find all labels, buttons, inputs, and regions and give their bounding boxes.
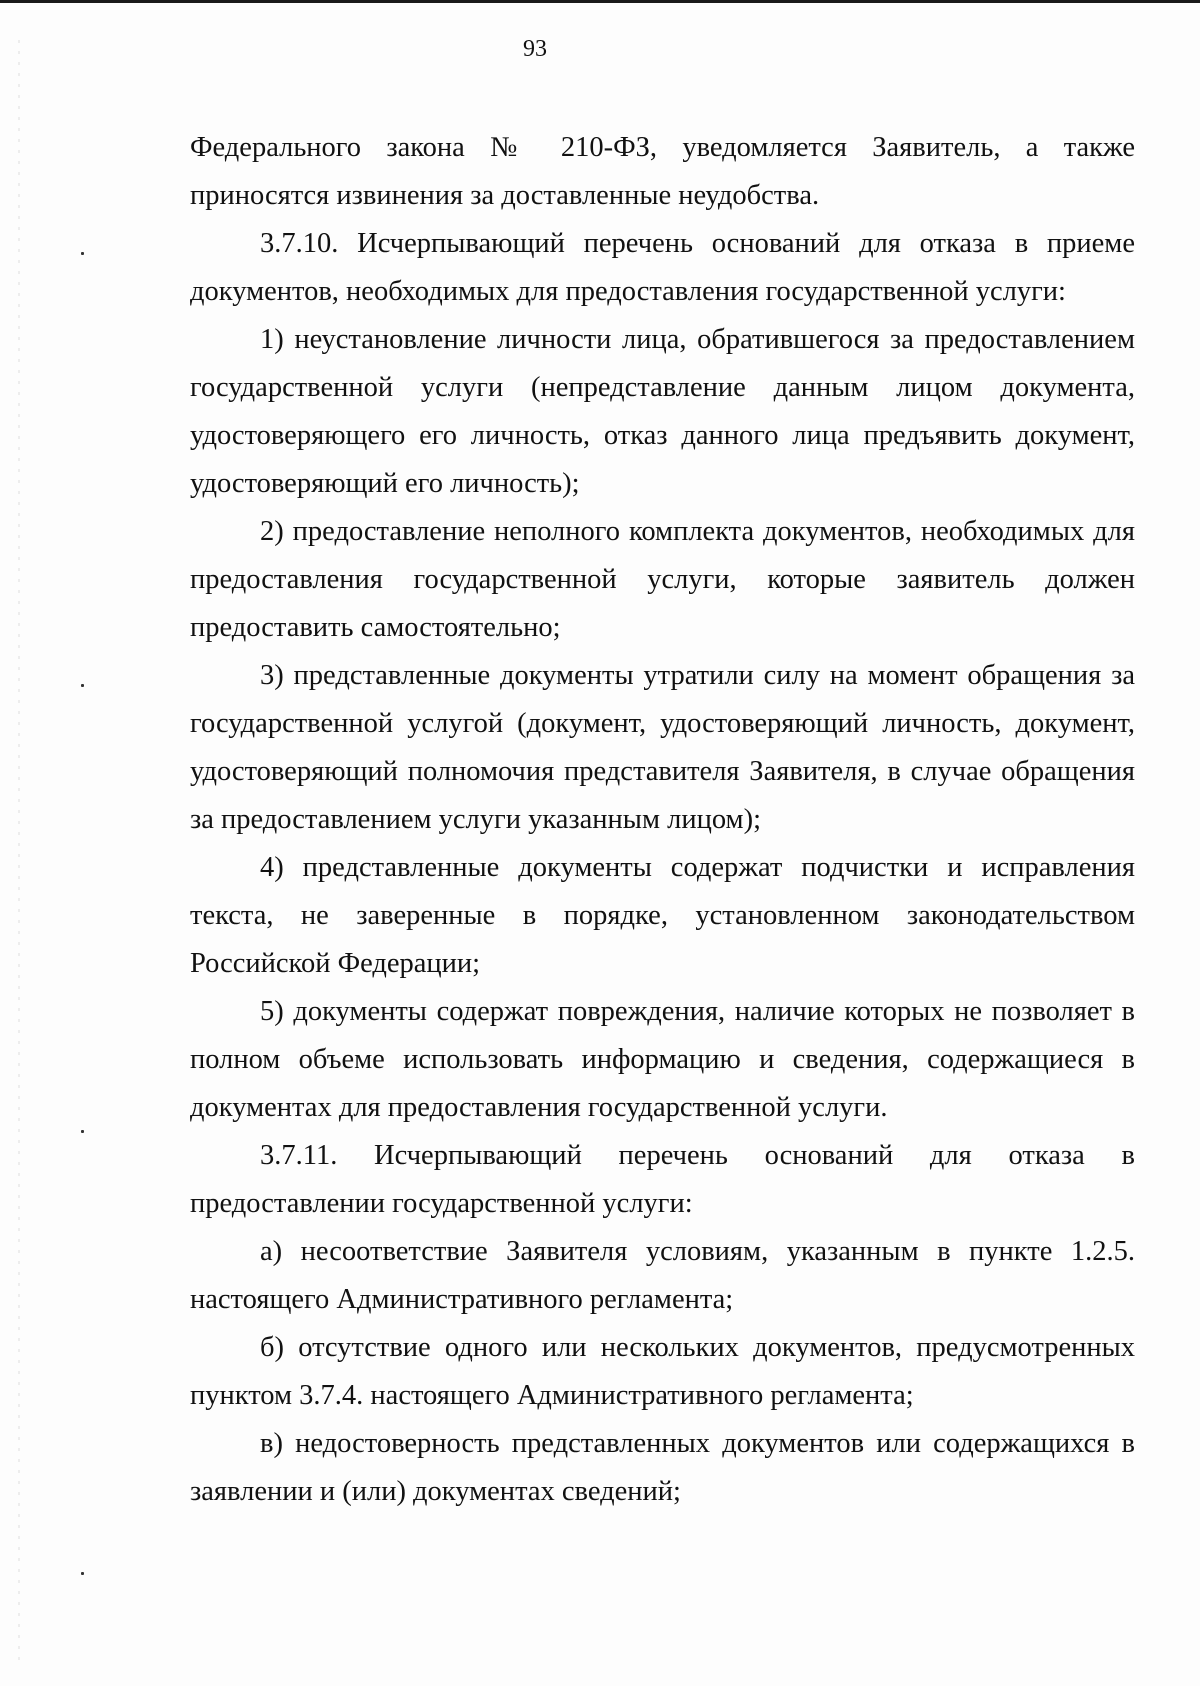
list-item-a: а) несоответствие Заявителя условиям, указанным в пункте 1.2.5. настоящего Административного регламента; (190, 1236, 1135, 1315)
document-body (190, 124, 1135, 1516)
list-item-3: 3) представленные документы утратили силу на момент обращения за государственной услугой (документ, удостоверяющий личность, документ, удостоверяющий полномочия представителя Заявителя, в случае обращения за предоставлением услуги указанным лицом); (190, 660, 1135, 835)
list-item-v: в) недостоверность представленных документов или содержащихся в заявлении и (или) документах сведений; (190, 1428, 1135, 1507)
paragraph-3-7-10: 3.7.10. Исчерпывающий перечень оснований для отказа в приеме документов, необходимых для предоставления государственной услуги: (190, 228, 1135, 307)
scan-left-edge (18, 40, 20, 1660)
margin-mark (81, 1572, 84, 1575)
list-item-4: 4) представленные документы содержат подчистки и исправления текста, не заверенные в порядке, установленном законодательством Российской Федерации; (190, 852, 1135, 979)
list-item-1: 1) неустановление личности лица, обратившегося за предоставлением государственной услуги (непредставление данным лицом документа, удостоверяющего его личность, отказ данного лица предъявить документ, удостоверяющий его личность); (190, 324, 1135, 499)
margin-mark (81, 252, 84, 255)
margin-mark (81, 1130, 84, 1133)
margin-mark (81, 684, 84, 687)
list-item-b: б) отсутствие одного или нескольких документов, предусмотренных пунктом 3.7.4. настоящего Административного регламента; (190, 1332, 1135, 1411)
paragraph-3-7-11: 3.7.11. Исчерпывающий перечень оснований для отказа в предоставлении государственной услуги: (190, 1140, 1135, 1219)
list-item-2: 2) предоставление неполного комплекта документов, необходимых для предоставления государственной услуги, которые заявитель должен предоставить самостоятельно; (190, 516, 1135, 643)
paragraph-continuation: Федерального закона № 210-ФЗ, уведомляется Заявитель, а также приносятся извинения за доставленные неудобства. (190, 132, 1135, 211)
page-number: 93 (523, 36, 547, 62)
scan-top-edge (0, 0, 1200, 3)
list-item-5: 5) документы содержат повреждения, наличие которых не позволяет в полном объеме использовать информацию и сведения, содержащиеся в документах для предоставления государственной услуги. (190, 996, 1135, 1123)
